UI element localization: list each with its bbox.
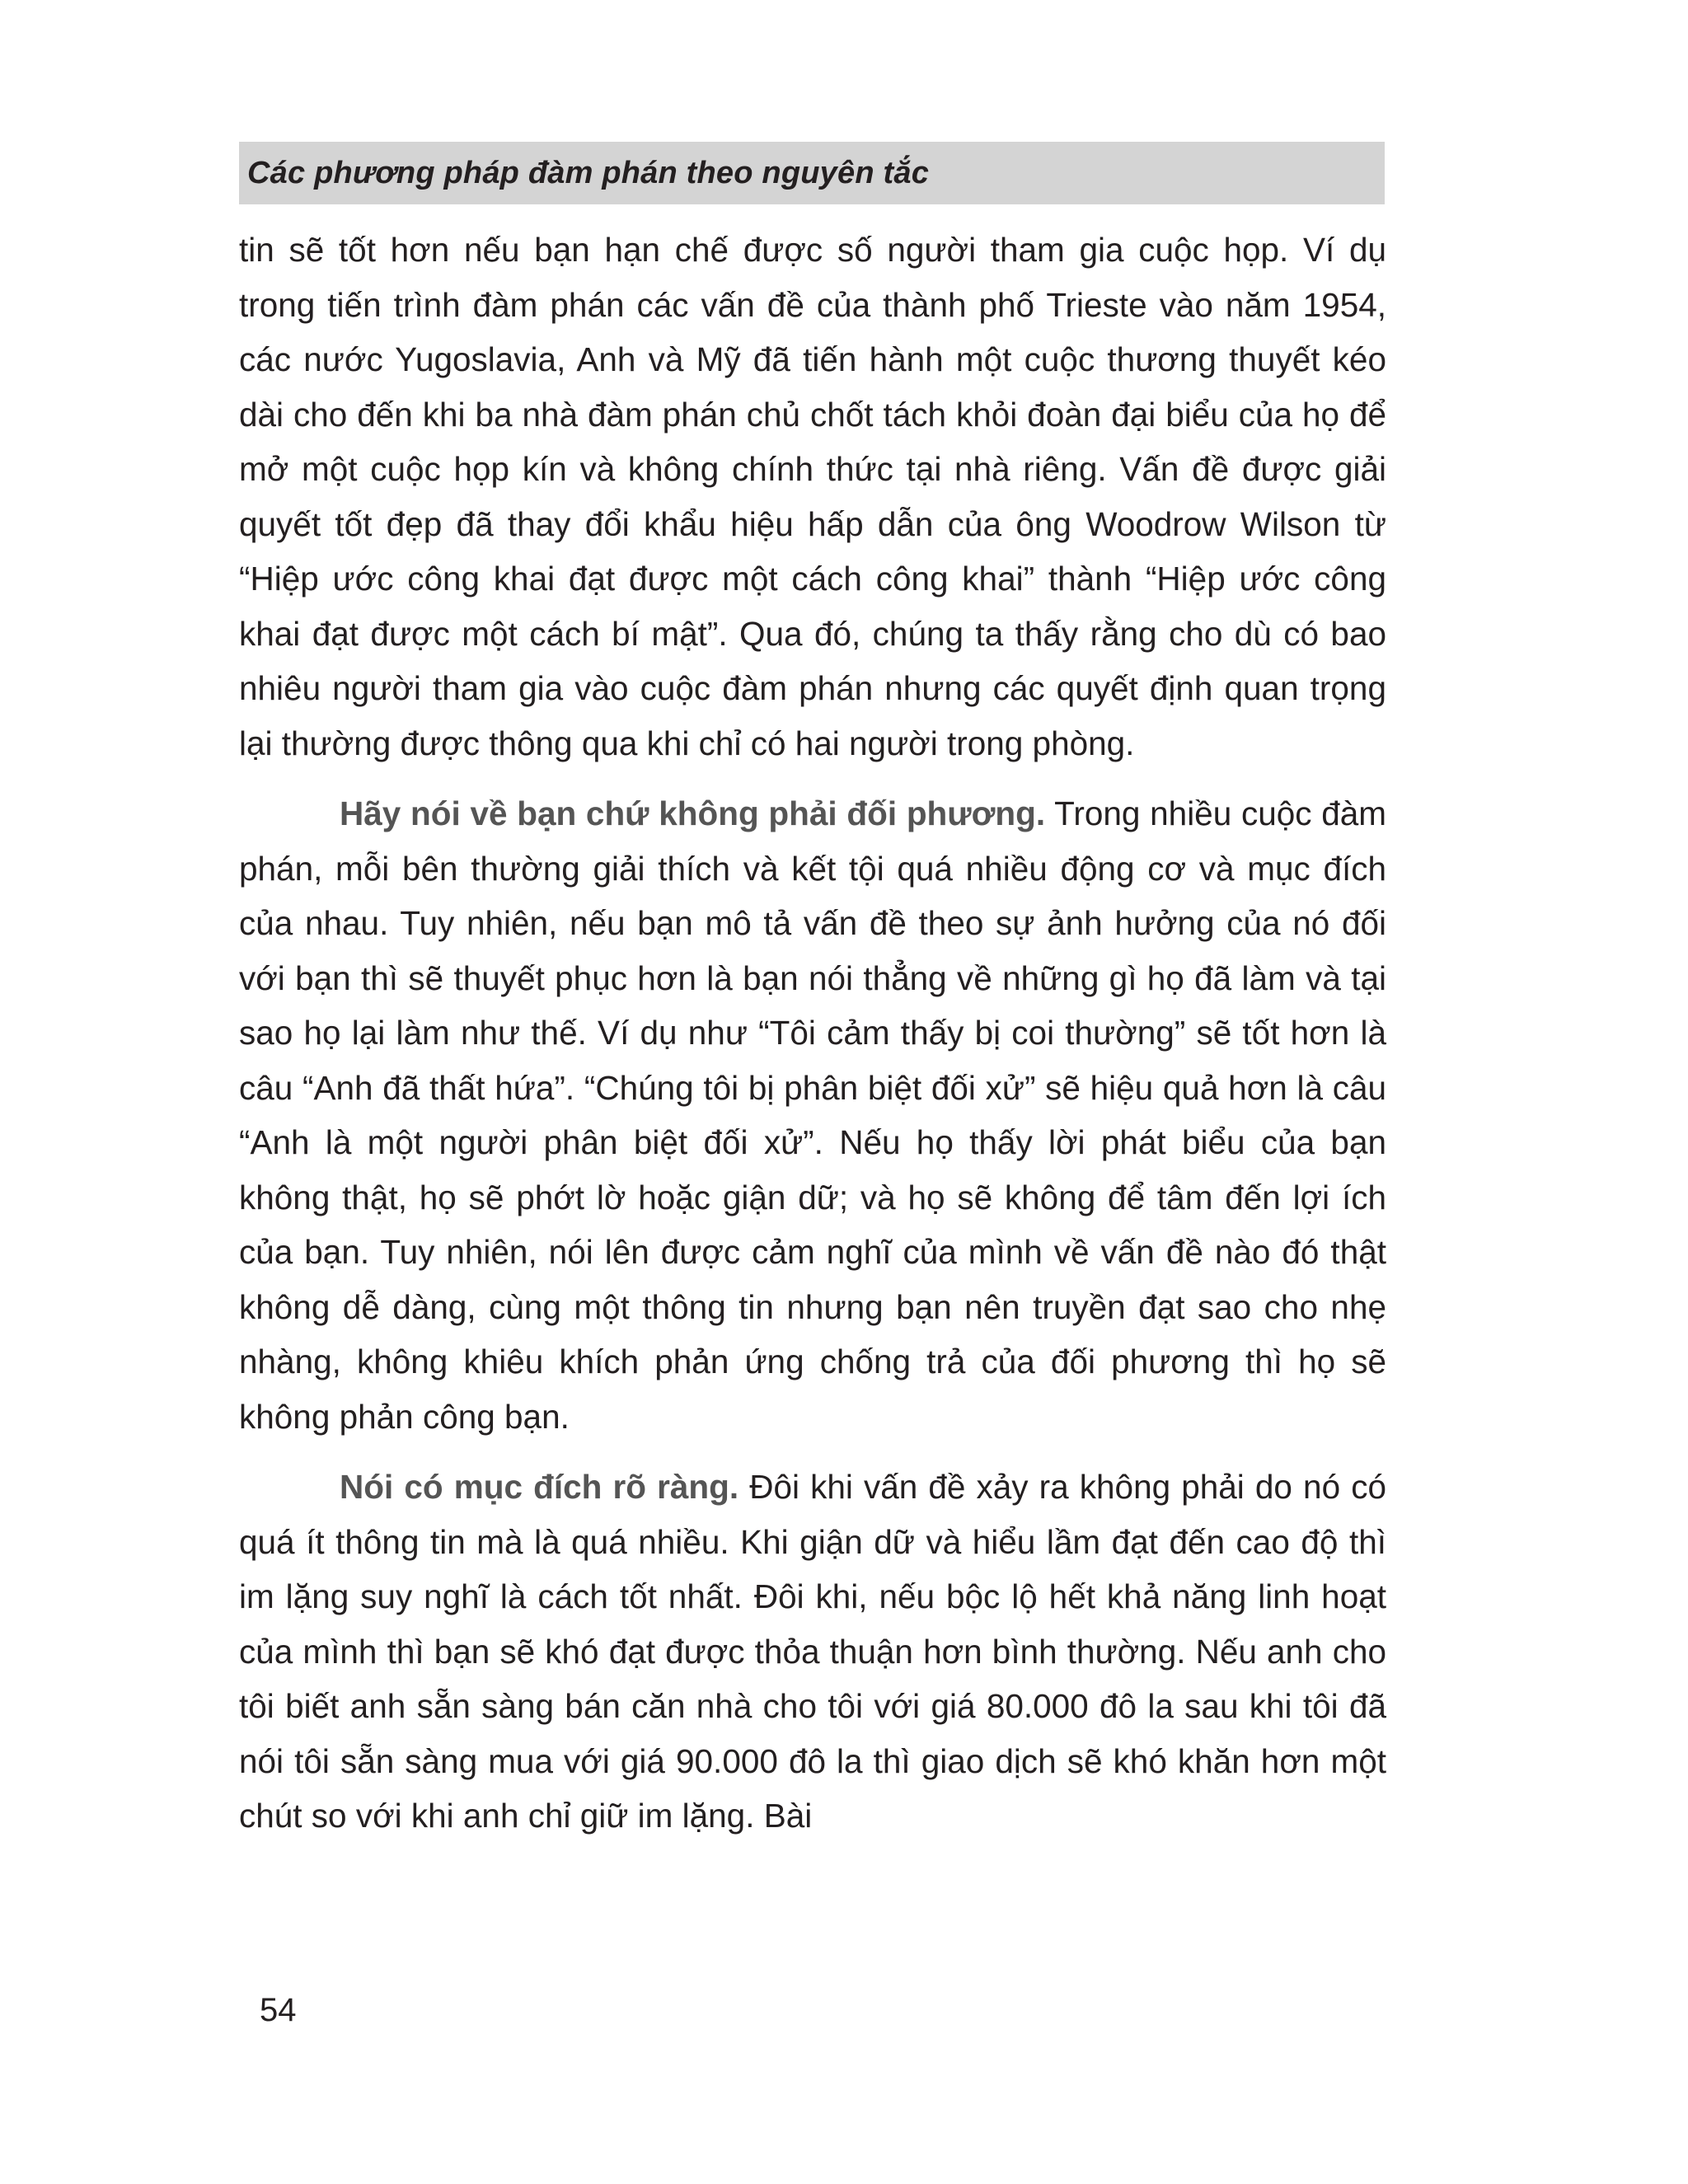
running-header-title: Các phương pháp đàm phán theo nguyên tắc [247,155,930,190]
running-header [239,142,1385,204]
paragraph-text: tin sẽ tốt hơn nếu bạn hạn chế được số người tham gia cuộc họp. Ví dụ trong tiến trình đàm phán các vấn đề của thành phố Trieste vào năm 1954, các nước Yugoslavia, Anh và Mỹ đã tiến hành một cuộc thương thuyết kéo dài cho đến khi ba nhà đàm phán chủ chốt tách khỏi đoàn đại biểu của họ để mở một cuộc họp kín và không chính thức tại nhà riêng. Vấn đề được giải quyết tốt đẹp đã thay đổi khẩu hiệu hấp dẫn của ông Woodrow Wilson từ “Hiệp ước công khai đạt được một cách công khai” thành “Hiệp ước công khai đạt được một cách bí mật”. Qua đó, chúng ta thấy rằng cho dù có bao nhiêu người tham gia vào cuộc đàm phán nhưng các quyết định quan trọng lại thường được thông qua khi chỉ có hai người trong phòng. [239,231,1386,762]
paragraph-talk-about-yourself [239,786,1386,1444]
paragraph-text: Trong nhiều cuộc đàm phán, mỗi bên thường giải thích và kết tội quá nhiều động cơ và mục đích của nhau. Tuy nhiên, nếu bạn mô tả vấn đề theo sự ảnh hưởng của nó đối với bạn thì sẽ thuyết phục hơn là bạn nói thẳng về những gì họ đã làm và tại sao họ lại làm như thế. Ví dụ như “Tôi cảm thấy bị coi thường” sẽ tốt hơn là câu “Anh đã thất hứa”. “Chúng tôi bị phân biệt đối xử” sẽ hiệu quả hơn là câu “Anh là một người phân biệt đối xử”. Nếu họ thấy lời phát biểu của bạn không thật, họ sẽ phớt lờ hoặc giận dữ; và họ sẽ không để tâm đến lợi ích của bạn. Tuy nhiên, nói lên được cảm nghĩ của mình về vấn đề nào đó thật không dễ dàng, cùng một thông tin nhưng bạn nên truyền đạt sao cho nhẹ nhàng, không khiêu khích phản ứng chống trả của đối phương thì họ sẽ không phản công bạn. [239,794,1386,1436]
paragraph-lead-heading: Hãy nói về bạn chứ không phải đối phương. [340,794,1046,832]
paragraph-lead-heading: Nói có mục đích rõ ràng. [340,1468,739,1506]
page-number: 54 [260,1992,297,2028]
paragraph-speak-for-a-purpose [239,1460,1386,1844]
body-text [239,223,1386,1844]
paragraph-text: Đôi khi vấn đề xảy ra không phải do nó có quá ít thông tin mà là quá nhiều. Khi giận dữ và hiểu lầm đạt đến cao độ thì im lặng suy nghĩ là cách tốt nhất. Đôi khi, nếu bộc lộ hết khả năng linh hoạt của mình thì bạn sẽ khó đạt được thỏa thuận hơn bình thường. Nếu anh cho tôi biết anh sẵn sàng bán căn nhà cho tôi với giá 80.000 đô la sau khi tôi đã nói tôi sẵn sàng mua với giá 90.000 đô la thì giao dịch sẽ khó khăn hơn một chút so với khi anh chỉ giữ im lặng. Bài [239,1468,1386,1835]
paragraph-continuation [239,223,1386,771]
